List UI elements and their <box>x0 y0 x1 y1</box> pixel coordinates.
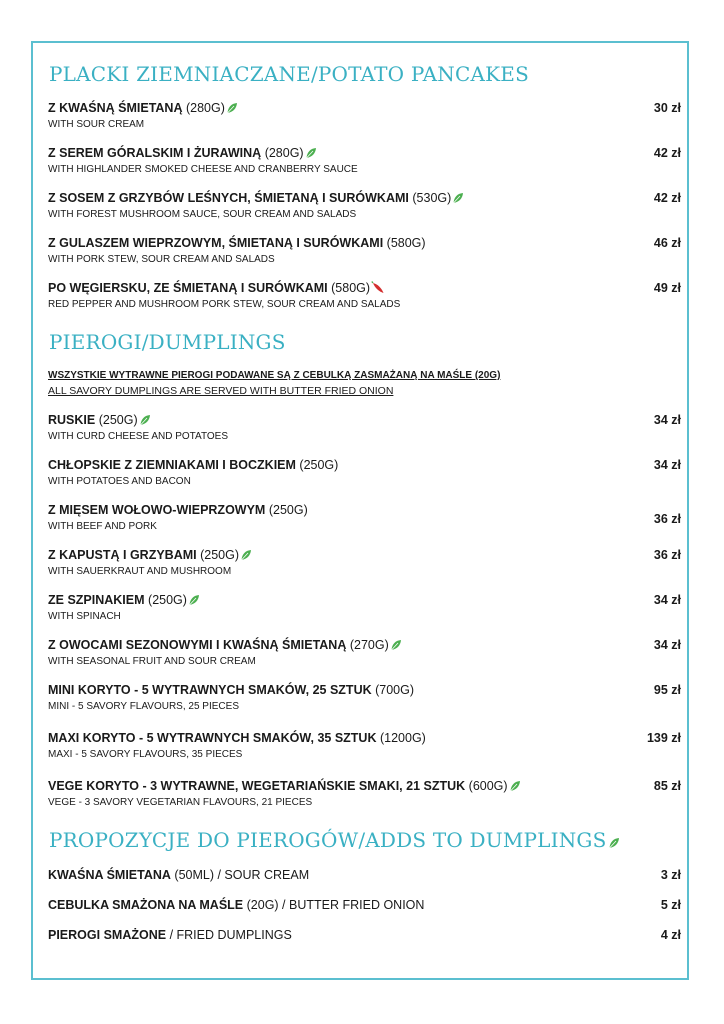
item-price: 36 zł <box>653 512 681 526</box>
item-name: Z SOSEM Z GRZYBÓW LEŚNYCH, ŚMIETANĄ I SURÓWKAMI <box>48 191 409 205</box>
item-weight: (250G) <box>98 413 138 427</box>
item-price: 3 zł <box>660 868 681 882</box>
menu-item <box>48 146 681 176</box>
item-name: MAXI KORYTO - 5 WYTRAWNYCH SMAKÓW, 35 SZTUK <box>48 731 377 745</box>
menu-item <box>48 898 681 928</box>
menu-item <box>48 503 681 533</box>
leaf-icon <box>390 639 402 655</box>
item-description: WITH FOREST MUSHROOM SAUCE, SOUR CREAM AND SALADS <box>48 209 357 220</box>
item-price: 95 zł <box>653 683 681 697</box>
item-name: PO WĘGIERSKU, ZE ŚMIETANĄ I SURÓWKAMI <box>48 281 328 295</box>
leaf-icon <box>305 147 317 163</box>
leaf-icon <box>139 414 151 430</box>
item-price: 42 zł <box>653 146 681 160</box>
item-name: CHŁOPSKIE Z ZIEMNIAKAMI I BOCZKIEM <box>48 458 296 472</box>
menu-item <box>48 191 681 221</box>
item-price: 85 zł <box>653 779 681 793</box>
menu-item <box>48 236 681 266</box>
item-weight: (250G) <box>200 548 239 562</box>
menu-item <box>48 868 681 898</box>
menu-item <box>48 928 681 958</box>
item-description: RED PEPPER AND MUSHROOM PORK STEW, SOUR CREAM AND SALADS <box>48 299 401 310</box>
item-name: Z MIĘSEM WOŁOWO-WIEPRZOWYM <box>48 503 266 517</box>
item-price: 30 zł <box>653 101 681 115</box>
item-weight: (250G) <box>268 503 308 517</box>
section-title-adds-to-dumplings: PROPOZYCJE DO PIEROGÓW/ADDS TO DUMPLINGS <box>49 828 620 854</box>
leaf-icon <box>608 830 620 854</box>
item-weight: (700G) <box>375 683 415 697</box>
leaf-icon <box>226 102 238 118</box>
item-price: 34 zł <box>653 593 681 607</box>
item-description: WITH PORK STEW, SOUR CREAM AND SALADS <box>48 254 275 265</box>
item-price: 4 zł <box>660 928 681 942</box>
menu-item <box>48 731 681 761</box>
menu-item <box>48 458 681 488</box>
item-weight: (250G) <box>148 593 187 607</box>
item-name: PIEROGI SMAŻONE <box>48 928 167 942</box>
leaf-icon <box>188 594 200 610</box>
item-name: Z KWAŚNĄ ŚMIETANĄ <box>48 101 183 115</box>
item-weight: (600G) <box>468 779 508 793</box>
item-weight: (270G) <box>349 638 389 652</box>
item-weight: (280G) <box>264 146 304 160</box>
item-name: Z OWOCAMI SEZONOWYMI I KWAŚNĄ ŚMIETANĄ <box>48 638 347 652</box>
section-title-potato-pancakes: PLACKI ZIEMNIACZANE/POTATO PANCAKES <box>49 62 529 86</box>
item-name: KWAŚNA ŚMIETANA <box>48 868 171 882</box>
item-description: WITH HIGHLANDER SMOKED CHEESE AND CRANBERRY SAUCE <box>48 164 358 175</box>
menu-item <box>48 779 681 809</box>
item-name: RUSKIE <box>48 413 96 427</box>
item-weight: (50ML) / SOUR CREAM <box>174 868 310 882</box>
leaf-icon <box>452 192 464 208</box>
item-name: VEGE KORYTO - 3 WYTRAWNE, WEGETARIAŃSKIE SMAKI, 21 SZTUK <box>48 779 466 793</box>
section-title-dumplings: PIEROGI/DUMPLINGS <box>49 330 286 354</box>
item-description: WITH SOUR CREAM <box>48 119 145 130</box>
item-weight: (530G) <box>412 191 452 205</box>
item-price: 34 zł <box>653 413 681 427</box>
item-weight: (250G) <box>299 458 339 472</box>
item-price: 46 zł <box>653 236 681 250</box>
item-name: CEBULKA SMAŻONA NA MAŚLE <box>48 898 244 912</box>
item-weight: / FRIED DUMPLINGS <box>169 928 292 942</box>
chili-icon <box>371 281 385 298</box>
item-name: MINI KORYTO - 5 WYTRAWNYCH SMAKÓW, 25 SZTUK <box>48 683 372 697</box>
menu-item <box>48 101 681 131</box>
menu-item <box>48 593 681 623</box>
leaf-icon <box>240 549 252 565</box>
menu-item <box>48 281 681 311</box>
item-price: 42 zł <box>653 191 681 205</box>
item-description: MAXI - 5 SAVORY FLAVOURS, 35 PIECES <box>48 749 243 760</box>
item-weight: (580G) <box>386 236 426 250</box>
item-description: MINI - 5 SAVORY FLAVOURS, 25 PIECES <box>48 701 239 712</box>
item-price: 49 zł <box>653 281 681 295</box>
item-name: Z GULASZEM WIEPRZOWYM, ŚMIETANĄ I SURÓWKAMI <box>48 236 384 250</box>
item-name: Z KAPUSTĄ I GRZYBAMI <box>48 548 197 562</box>
menu-item <box>48 638 681 668</box>
item-price: 34 zł <box>653 458 681 472</box>
item-price: 139 zł <box>646 731 681 745</box>
item-weight: (20G) / BUTTER FRIED ONION <box>246 898 425 912</box>
leaf-icon <box>509 780 521 796</box>
item-description: WITH SEASONAL FRUIT AND SOUR CREAM <box>48 656 256 667</box>
item-description: WITH BEEF AND PORK <box>48 521 157 532</box>
item-description: VEGE - 3 SAVORY VEGETARIAN FLAVOURS, 21 PIECES <box>48 797 313 808</box>
item-weight: (580G) <box>331 281 371 295</box>
item-weight: (280G) <box>185 101 225 115</box>
dumplings-note-pl: WSZYSTKIE WYTRAWNE PIEROGI PODAWANE SĄ Z CEBULKĄ ZASMAŻANĄ NA MAŚLE (20G) <box>48 370 501 381</box>
item-price: 36 zł <box>653 548 681 562</box>
dumplings-note-en: ALL SAVORY DUMPLINGS ARE SERVED WITH BUTTER FRIED ONION <box>48 385 394 397</box>
item-name: Z SEREM GÓRALSKIM I ŻURAWINĄ <box>48 146 262 160</box>
item-weight: (1200G) <box>379 731 426 745</box>
item-price: 34 zł <box>653 638 681 652</box>
item-name: ZE SZPINAKIEM <box>48 593 145 607</box>
item-description: WITH SPINACH <box>48 611 121 622</box>
item-description: WITH POTATOES AND BACON <box>48 476 191 487</box>
menu-item <box>48 413 681 443</box>
menu-item <box>48 548 681 578</box>
item-description: WITH CURD CHEESE AND POTATOES <box>48 431 229 442</box>
item-description: WITH SAUERKRAUT AND MUSHROOM <box>48 566 232 577</box>
item-price: 5 zł <box>660 898 681 912</box>
menu-item <box>48 683 681 713</box>
